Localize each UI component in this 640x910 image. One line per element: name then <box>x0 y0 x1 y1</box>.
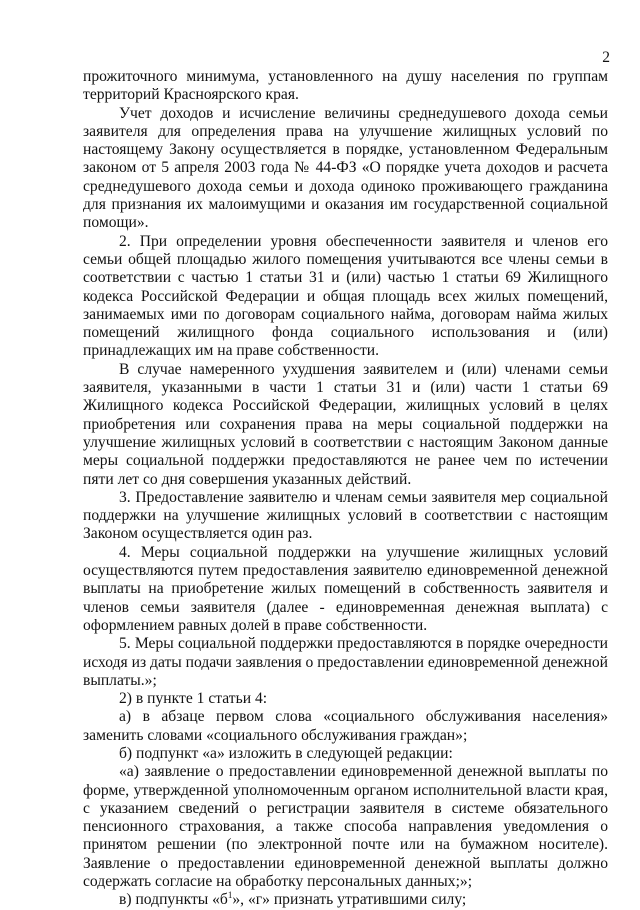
paragraph-last <box>83 891 608 909</box>
paragraph: В случае намеренного ухудшения заявителем и (или) членами семьи заявителя, указанными в части 1 статьи 31 и (или) части 1 статьи 69 Жилищного кодекса Российской Федерации, жилищных условий в целях приобретения или сохранения права на меры социальной поддержки на улучшение жилищных условий в соответствии с настоящим Законом данные меры социальной поддержки предоставляются не ранее чем по истечении пяти лет со дня совершения указанных действий. <box>83 360 608 488</box>
paragraph: прожиточного минимума, установленного на душу населения по группам территорий Красноярского края. <box>83 68 608 104</box>
paragraph: «а) заявление о предоставлении единовременной денежной выплаты по форме, утвержденной уполномоченным органом исполнительной власти края, с указанием сведений о регистрации заявителя в системе обязательного пенсионного страхования, а также способа направления уведомления о принятом решении (по электронной почте или на бумажном носителе). Заявление о предоставлении единовременной денежной выплаты должно содержать согласие на обработку персональных данных;»; <box>83 763 608 891</box>
paragraph: Учет доходов и исчисление величины среднедушевого дохода семьи заявителя для определения права на улучшение жилищных условий по настоящему Закону осуществляется в порядке, установленном Федеральным законом от 5 апреля 2003 года № 44-ФЗ «О порядке учета доходов и расчета среднедушевого дохода семьи и дохода одиноко проживающего гражданина для признания их малоимущими и оказания им государственной социальной помощи». <box>83 104 608 232</box>
last-line-end: », «г» признать утратившими силу; <box>232 891 467 909</box>
paragraph: 2) в пункте 1 статьи 4: <box>119 690 268 708</box>
paragraph: б) подпункт «а» изложить в следующей редакции: <box>119 744 453 762</box>
last-line-start: в) подпункты «б <box>119 891 228 909</box>
superscript: 1 <box>227 890 233 901</box>
paragraph: а) в абзаце первом слова «социального обслуживания населения» заменить словами «социального обслуживания граждан»; <box>83 708 608 744</box>
paragraph: 3. Предоставление заявителю и членам семьи заявителя мер социальной поддержки на улучшение жилищных условий в соответствии с настоящим Законом осуществляется один раз. <box>83 488 608 543</box>
document-body <box>83 68 608 910</box>
paragraph: 5. Меры социальной поддержки предоставляются в порядке очередности исходя из даты подачи заявления о предоставлении единовременной денежной выплаты.»; <box>83 635 608 689</box>
page-number: 2 <box>602 49 610 66</box>
paragraph: 4. Меры социальной поддержки на улучшение жилищных условий осуществляются путем предоставления заявителю единовременной денежной выплаты на приобретение жилых помещений в собственность заявителя и членов семьи заявителя (далее - единовременная денежная выплата) с оформлением равных долей в праве собственности. <box>83 543 608 634</box>
paragraph: 2. При определении уровня обеспеченности заявителя и членов его семьи общей площадью жилого помещения учитываются все члены семьи в соответствии с частью 1 статьи 31 и (или) частью 1 статьи 69 Жилищного кодекса Российской Федерации и общая площадь всех жилых помещений, занимаемых ими по договорам социального найма, договорам найма жилых помещений жилищного фонда социального использования и (или) принадлежащих им на праве собственности. <box>83 232 608 360</box>
